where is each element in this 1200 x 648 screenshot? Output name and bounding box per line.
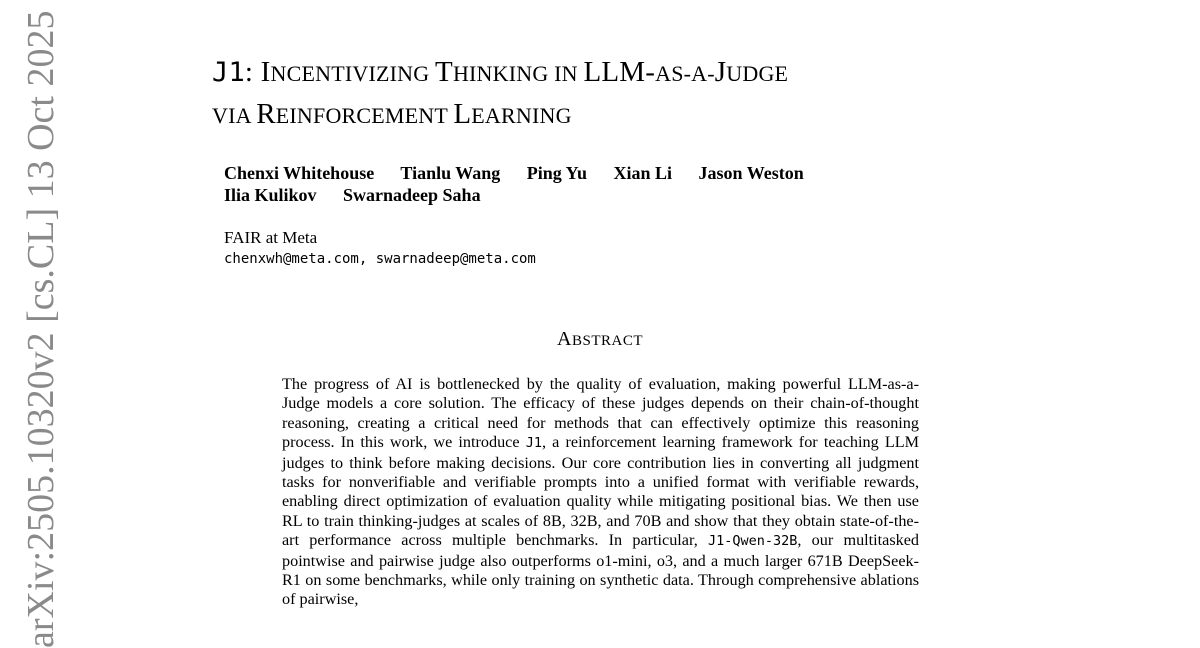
affiliation: FAIR at Meta [224, 228, 318, 247]
author-line-1 [224, 162, 924, 184]
author-line-2 [224, 184, 924, 206]
abstract-body: The progress of AI is bottlenecked by the quality of evaluation, making powerful LLM-as-a-Judge models a core solution. The efficacy of these judges depends on their chain-of-thought reasoning, creating a critical need for methods that can effectively optimize this reasoning process. In this work, we introduce J1, a reinforcement learning framework for teaching LLM judges to think before making decisions. Our core contribution lies in converting all judgment tasks for nonverifiable and verifiable prompts into a unified format with verifiable rewards, enabling direct optimization of evaluation quality while mitigating positional bias. We then use RL to train thinking-judges at scales of 8B, 32B, and 70B and show that they obtain state-of-the-art performance across multiple benchmarks. In particular, J1-Qwen-32B, our multitasked pointwise and pairwise judge also outperforms o1-mini, o3, and a much larger 671B DeepSeek-R1 on some benchmarks, while only training on synthetic data. Through comprehensive ablations of pairwise, [282, 375, 920, 609]
author-name: Jason Weston [698, 163, 804, 183]
author-name: Ping Yu [526, 163, 587, 183]
author-name: Chenxi Whitehouse [224, 163, 375, 183]
author-name: Swarnadeep Saha [343, 185, 481, 205]
author-name: Tianlu Wang [400, 163, 501, 183]
author-list [224, 162, 924, 206]
paper-title-line-1: J1: INCENTIVIZING THINKING IN LLM-AS-A-JUDGE [212, 56, 789, 88]
author-name: Xian Li [613, 163, 673, 183]
paper-title [212, 52, 1012, 136]
author-name: Ilia Kulikov [224, 185, 317, 205]
author-emails: chenxwh@meta.com, swarnadeep@meta.com [224, 251, 536, 267]
arxiv-identifier-stamp: arXiv:2505.10320v2 [cs.CL] 13 Oct 2025 [20, 10, 62, 648]
paper-title-line-2: VIA REINFORCEMENT LEARNING [212, 98, 572, 130]
model-name: J1-Qwen-32B [708, 533, 798, 550]
abstract-heading: ABSTRACT [557, 328, 643, 350]
method-name: J1 [525, 435, 542, 452]
